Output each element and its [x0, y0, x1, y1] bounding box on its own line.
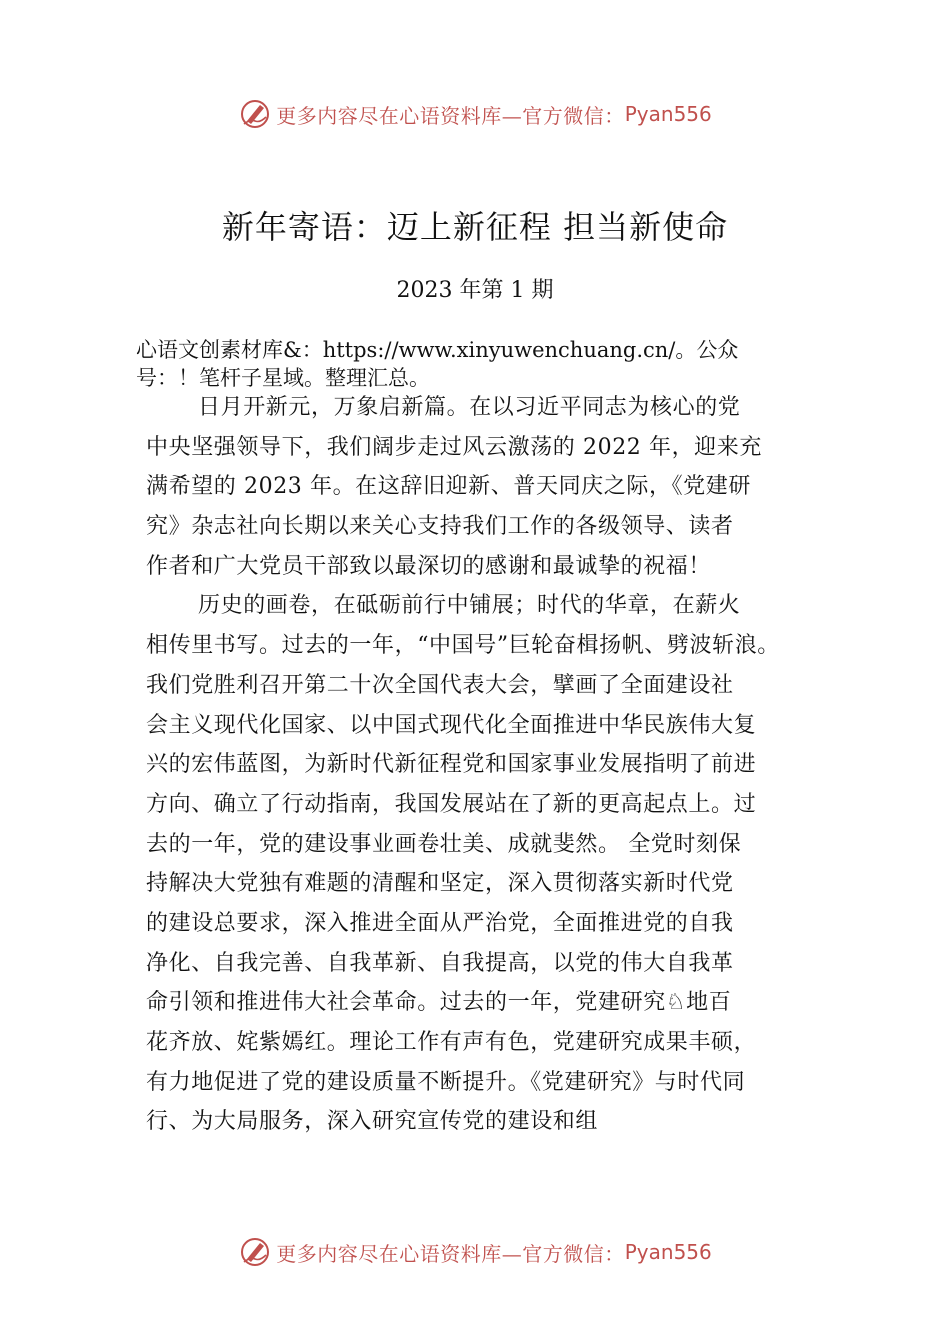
- document-title: 新年寄语：迈上新征程 担当新使命: [221, 208, 729, 246]
- body-line: 会主义现代化国家、以中国式现代化全面推进中华民族伟大复: [146, 712, 757, 738]
- article-body: [146, 388, 836, 1142]
- body-line: 兴的宏伟蓝图，为新时代新征程党和国家事业发展指明了前进: [146, 752, 757, 778]
- body-line: 相传里书写。过去的一年，“中国号”巨轮奋楫扬帆、劈波斩浪。: [146, 633, 780, 659]
- banner-wechat-id: Pyan556: [624, 102, 712, 126]
- issue-number: 2023 年第 1 期: [396, 278, 554, 303]
- banner-text: 更多内容尽在心语资料库—官方微信：: [276, 103, 625, 128]
- body-line: 净化、自我完善、自我革新、自我提高，以党的伟大自我革: [146, 950, 734, 976]
- body-line: 持解决大党独有难题的清醒和坚定，深入贯彻落实新时代党: [146, 871, 734, 897]
- body-line: 去的一年，党的建设事业画卷壮美、成就斐然。 全党时刻保: [146, 831, 742, 857]
- pen-logo-icon: [238, 1235, 272, 1269]
- source-note: [136, 336, 826, 392]
- banner-wechat-id: Pyan556: [624, 1240, 712, 1264]
- body-line: 命引领和推进伟大社会革命。过去的一年，党建研究♘地百: [146, 990, 732, 1016]
- banner-text: 更多内容尽在心语资料库—官方微信：: [276, 1241, 625, 1266]
- body-line: 我们党胜利召开第二十次全国代表大会，擘画了全面建设社: [146, 672, 734, 698]
- body-line: 行、为大局服务，深入研究宣传党的建设和组: [146, 1109, 599, 1135]
- body-line: 方向、确立了行动指南，我国发展站在了新的更高起点上。过: [146, 791, 757, 817]
- body-line: 究》杂志社向长期以来关心支持我们工作的各级领导、读者: [146, 514, 734, 540]
- body-line: 花齐放、姹紫嫣红。理论工作有声有色，党建研究成果丰硕，: [146, 1030, 757, 1055]
- body-line: 日月开新元，万象启新篇。在以习近平同志为核心的党: [198, 395, 741, 420]
- body-line: 中央坚强领导下，我们阔步走过风云激荡的 2022 年，迎来充: [146, 434, 762, 460]
- body-line: 历史的画卷，在砥砺前行中铺展；时代的华章，在薪火: [198, 593, 741, 619]
- footer-banner: [0, 1232, 950, 1272]
- body-line: 满希望的 2023 年。在这辞旧迎新、普天同庆之际，《党建研: [146, 474, 751, 500]
- body-line: 的建设总要求，深入推进全面从严治党，全面推进党的自我: [146, 910, 734, 936]
- source-line: 心语文创素材库&：https://www.xinyuwenchuang.cn/。公众: [136, 338, 739, 362]
- body-line: 有力地促进了党的建设质量不断提升。《党建研究》与时代同: [146, 1069, 746, 1095]
- source-line: 号：！笔杆子星域。整理汇总。: [136, 366, 430, 390]
- header-banner: [0, 94, 950, 134]
- pen-logo-icon: [238, 97, 272, 131]
- body-line: 作者和广大党员干部致以最深切的感谢和最诚挚的祝福！: [146, 553, 712, 579]
